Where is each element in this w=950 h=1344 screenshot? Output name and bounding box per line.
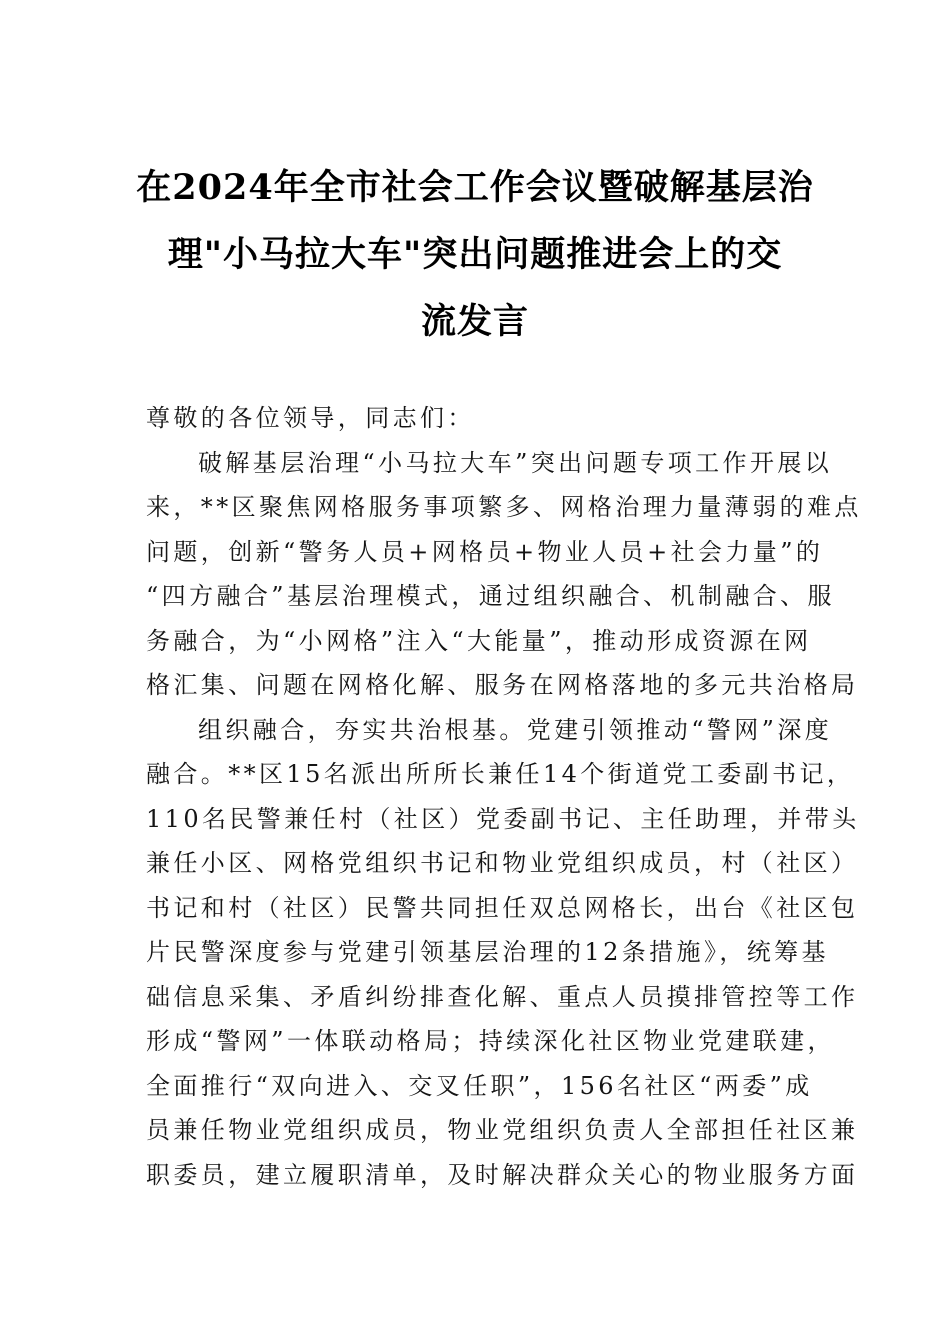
paragraph-line: 形成“警网”一体联动格局；持续深化社区物业党建联建， [146, 1027, 835, 1055]
document-title [120, 154, 830, 355]
paragraph-1 [146, 441, 862, 708]
paragraph-line: 员兼任物业党组织成员，物业党组织负责人全部担任社区兼 [146, 1116, 859, 1144]
document-body [146, 396, 862, 1197]
salutation: 尊敬的各位领导，同志们： [146, 404, 475, 432]
paragraph-line: 格汇集、问题在网格化解、服务在网格落地的多元共治格局 [146, 671, 859, 699]
paragraph-line: 全面推行“双向进入、交叉任职”，156名社区“两委”成 [146, 1071, 813, 1100]
paragraph-line: 职委员，建立履职清单，及时解决群众关心的物业服务方面 [146, 1160, 859, 1189]
paragraph-line: 兼任小区、网格党组织书记和物业党组织成员，村（社区） [146, 849, 859, 877]
paragraph-line: 问题，创新“警务人员+网格员+物业人员+社会力量”的 [146, 537, 824, 566]
paragraph-line: 片民警深度参与党建引领基层治理的12条措施》，统筹基 [146, 938, 829, 966]
paragraph-line: 110名民警兼任村（社区）党委副书记、主任助理，并带头 [146, 804, 860, 833]
paragraph-line: 础信息采集、矛盾纠纷排查化解、重点人员摸排管控等工作 [146, 982, 859, 1011]
paragraph-line: 书记和村（社区）民警共同担任双总网格长，出台《社区包 [146, 893, 859, 922]
paragraph-line: 融合。**区15名派出所所长兼任14个街道党工委副书记， [146, 760, 855, 788]
paragraph-line: “四方融合”基层治理模式，通过组织融合、机制融合、服 [146, 582, 835, 610]
paragraph-line: 组织融合，夯实共治根基。党建引领推动“警网”深度 [198, 715, 833, 744]
paragraph-line: 破解基层治理“小马拉大车”突出问题专项工作开展以 [198, 448, 833, 477]
paragraph-line: 来，**区聚焦网格服务事项繁多、网格治理力量薄弱的难点 [146, 493, 862, 521]
title-line: 在2024年全市社会工作会议暨破解基层治 [136, 167, 814, 208]
paragraph-line: 务融合，为“小网格”注入“大能量”，推动形成资源在网 [146, 626, 812, 655]
title-line: 理"小马拉大车"突出问题推进会上的交 [167, 234, 783, 275]
paragraph-2 [146, 708, 860, 1198]
title-line: 流发言 [420, 301, 529, 342]
